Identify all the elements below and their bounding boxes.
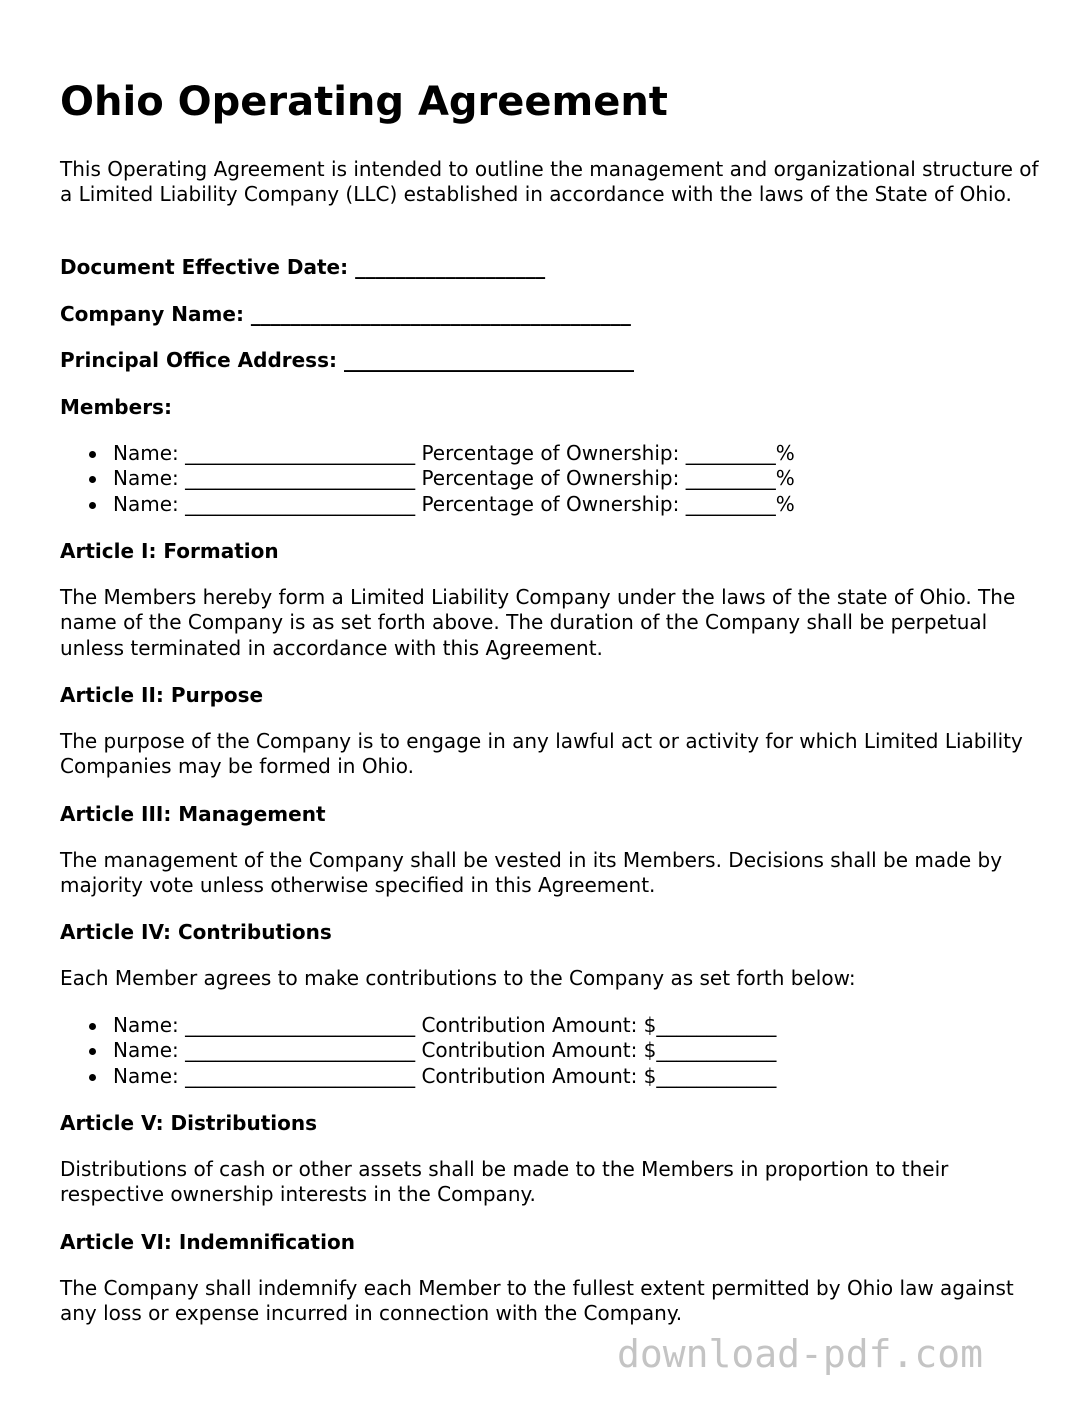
intro-paragraph: This Operating Agreement is intended to outline the management and organizational structure of a Limited Liability Company (LLC) established in accordance with the laws of the State of Ohio. bbox=[60, 157, 1039, 207]
list-item: Name: _______________________ Contribution Amount: $____________ bbox=[60, 1064, 776, 1089]
effective-date-field bbox=[60, 255, 545, 280]
article-body: Each Member agrees to make contributions to the Company as set forth below: bbox=[60, 966, 856, 990]
article-heading: Article IV: Contributions bbox=[60, 920, 332, 944]
article-body: The Members hereby form a Limited Liability Company under the laws of the state of Ohio. The name of the Company is as set forth above. The duration of the Company shall be perpetual unless terminated in accordance with this Agreement. bbox=[60, 585, 1016, 660]
article-heading: Article V: Distributions bbox=[60, 1111, 318, 1135]
article-heading: Article I: Formation bbox=[60, 539, 279, 563]
list-item: Name: _______________________ Contribution Amount: $____________ bbox=[60, 1013, 776, 1038]
office-address-blank: _____________________________ bbox=[343, 348, 634, 372]
article-body: The Company shall indemnify each Member to the fullest extent permitted by Ohio law against any loss or expense incurred in connection with the Company. bbox=[60, 1276, 1014, 1326]
office-address-label: Principal Office Address: bbox=[60, 348, 337, 372]
document-title: Ohio Operating Agreement bbox=[60, 79, 668, 125]
article-body: The purpose of the Company is to engage in any lawful act or activity for which Limited Liability Companies may be formed in Ohio. bbox=[60, 729, 1023, 779]
article-heading: Article II: Purpose bbox=[60, 683, 264, 707]
contributions-list bbox=[60, 1013, 776, 1089]
effective-date-label: Document Effective Date: bbox=[60, 255, 349, 279]
members-list bbox=[60, 441, 795, 517]
article-body: Distributions of cash or other assets shall be made to the Members in proportion to their respective ownership interests in the Company. bbox=[60, 1157, 949, 1207]
list-item: Name: _______________________ Percentage of Ownership: _________% bbox=[60, 466, 795, 491]
article-heading: Article III: Management bbox=[60, 802, 326, 826]
members-heading: Members: bbox=[60, 395, 172, 419]
effective-date-blank: ___________________ bbox=[355, 255, 546, 279]
company-name-label: Company Name: bbox=[60, 302, 244, 326]
article-body: The management of the Company shall be vested in its Members. Decisions shall be made by majority vote unless otherwise specified in this Agreement. bbox=[60, 848, 1003, 898]
list-item: Name: _______________________ Percentage of Ownership: _________% bbox=[60, 492, 795, 517]
office-address-field bbox=[60, 348, 634, 373]
list-item: Name: _______________________ Contribution Amount: $____________ bbox=[60, 1038, 776, 1063]
watermark: download-pdf.com bbox=[617, 1332, 984, 1376]
company-name-blank: ______________________________________ bbox=[250, 302, 631, 326]
list-item: Name: _______________________ Percentage of Ownership: _________% bbox=[60, 441, 795, 466]
article-heading: Article VI: Indemnification bbox=[60, 1230, 355, 1254]
company-name-field bbox=[60, 302, 631, 327]
